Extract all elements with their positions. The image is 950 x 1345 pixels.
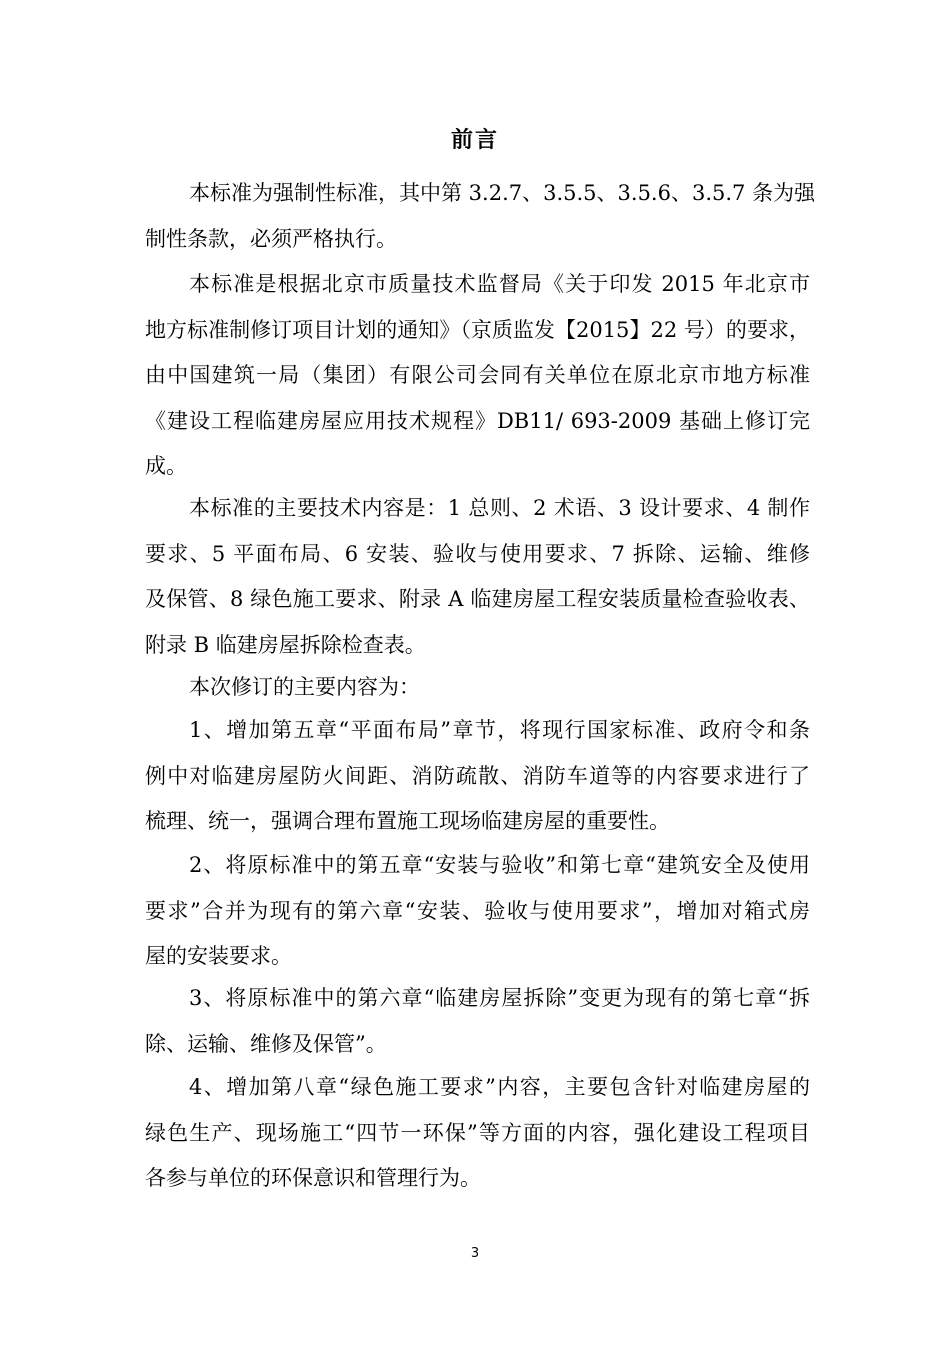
page-title: 前言 [450, 127, 499, 153]
paragraph-line: 1、增加第五章“平面布局”章节，将现行国家标准、政府令和条 [189, 718, 810, 742]
paragraph-revision-item-2 [145, 843, 810, 980]
paragraph-line: 成。 [145, 454, 187, 478]
paragraph-line: 由中国建筑一局（集团）有限公司会同有关单位在原北京市地方标准 [145, 363, 810, 387]
paragraph-mandatory-clauses [145, 171, 816, 262]
paragraph-line: 本标准的主要技术内容是：1 总则、2 术语、3 设计要求、4 制作 [189, 496, 810, 520]
paragraph-line: 除、运输、维修及保管”。 [145, 1031, 387, 1056]
paragraph-line: 本标准为强制性标准，其中第 3.2.7、3.5.5、3.5.6、3.5.7 条为强 [189, 181, 816, 205]
paragraph-technical-contents [145, 486, 810, 668]
paragraph-line: 本标准是根据北京市质量技术监督局《关于印发 2015 年北京市 [189, 272, 810, 296]
page-number: 3 [470, 1246, 480, 1261]
paragraph-revision-item-1 [145, 708, 810, 845]
paragraph-line: 4、增加第八章“绿色施工要求”内容，主要包含针对临建房屋的 [189, 1075, 810, 1099]
paragraph-line: 各参与单位的环保意识和管理行为。 [145, 1166, 481, 1190]
paragraph-line: 及保管、8 绿色施工要求、附录 A 临建房屋工程安装质量检查验收表、 [145, 587, 810, 611]
paragraph-line: 3、将原标准中的第六章“临建房屋拆除”变更为现有的第七章“拆 [189, 986, 810, 1010]
paragraph-line: 制性条款，必须严格执行。 [145, 226, 397, 251]
paragraph-line: 要求、5 平面布局、6 安装、验收与使用要求、7 拆除、运输、维修 [145, 541, 810, 566]
paragraph-basis [145, 262, 810, 490]
paragraph-line: 绿色生产、现场施工“四节一环保”等方面的内容，强化建设工程项目 [145, 1120, 810, 1145]
paragraph-line: 梳理、统一，强调合理布置施工现场临建房屋的重要性。 [145, 809, 670, 833]
paragraph-revision-item-3 [145, 976, 810, 1067]
paragraph-line: 《建设工程临建房屋应用技术规程》DB11/ 693-2009 基础上修订完 [145, 408, 810, 433]
paragraph-line: 屋的安装要求。 [145, 944, 292, 968]
paragraph-revision-intro [145, 665, 810, 711]
paragraph-line: 要求”合并为现有的第六章“安装、验收与使用要求”，增加对箱式房 [145, 898, 810, 923]
paragraph-line: 地方标准制修订项目计划的通知》（京质监发【2015】22 号）的要求， [145, 317, 810, 342]
paragraph-line: 附录 B 临建房屋拆除检查表。 [145, 632, 426, 657]
paragraph-line: 例中对临建房屋防火间距、消防疏散、消防车道等的内容要求进行了 [145, 763, 810, 788]
paragraph-line: 本次修订的主要内容为： [189, 675, 420, 699]
paragraph-line: 2、将原标准中的第五章“安装与验收”和第七章“建筑安全及使用 [189, 853, 810, 877]
paragraph-revision-item-4 [145, 1065, 810, 1202]
